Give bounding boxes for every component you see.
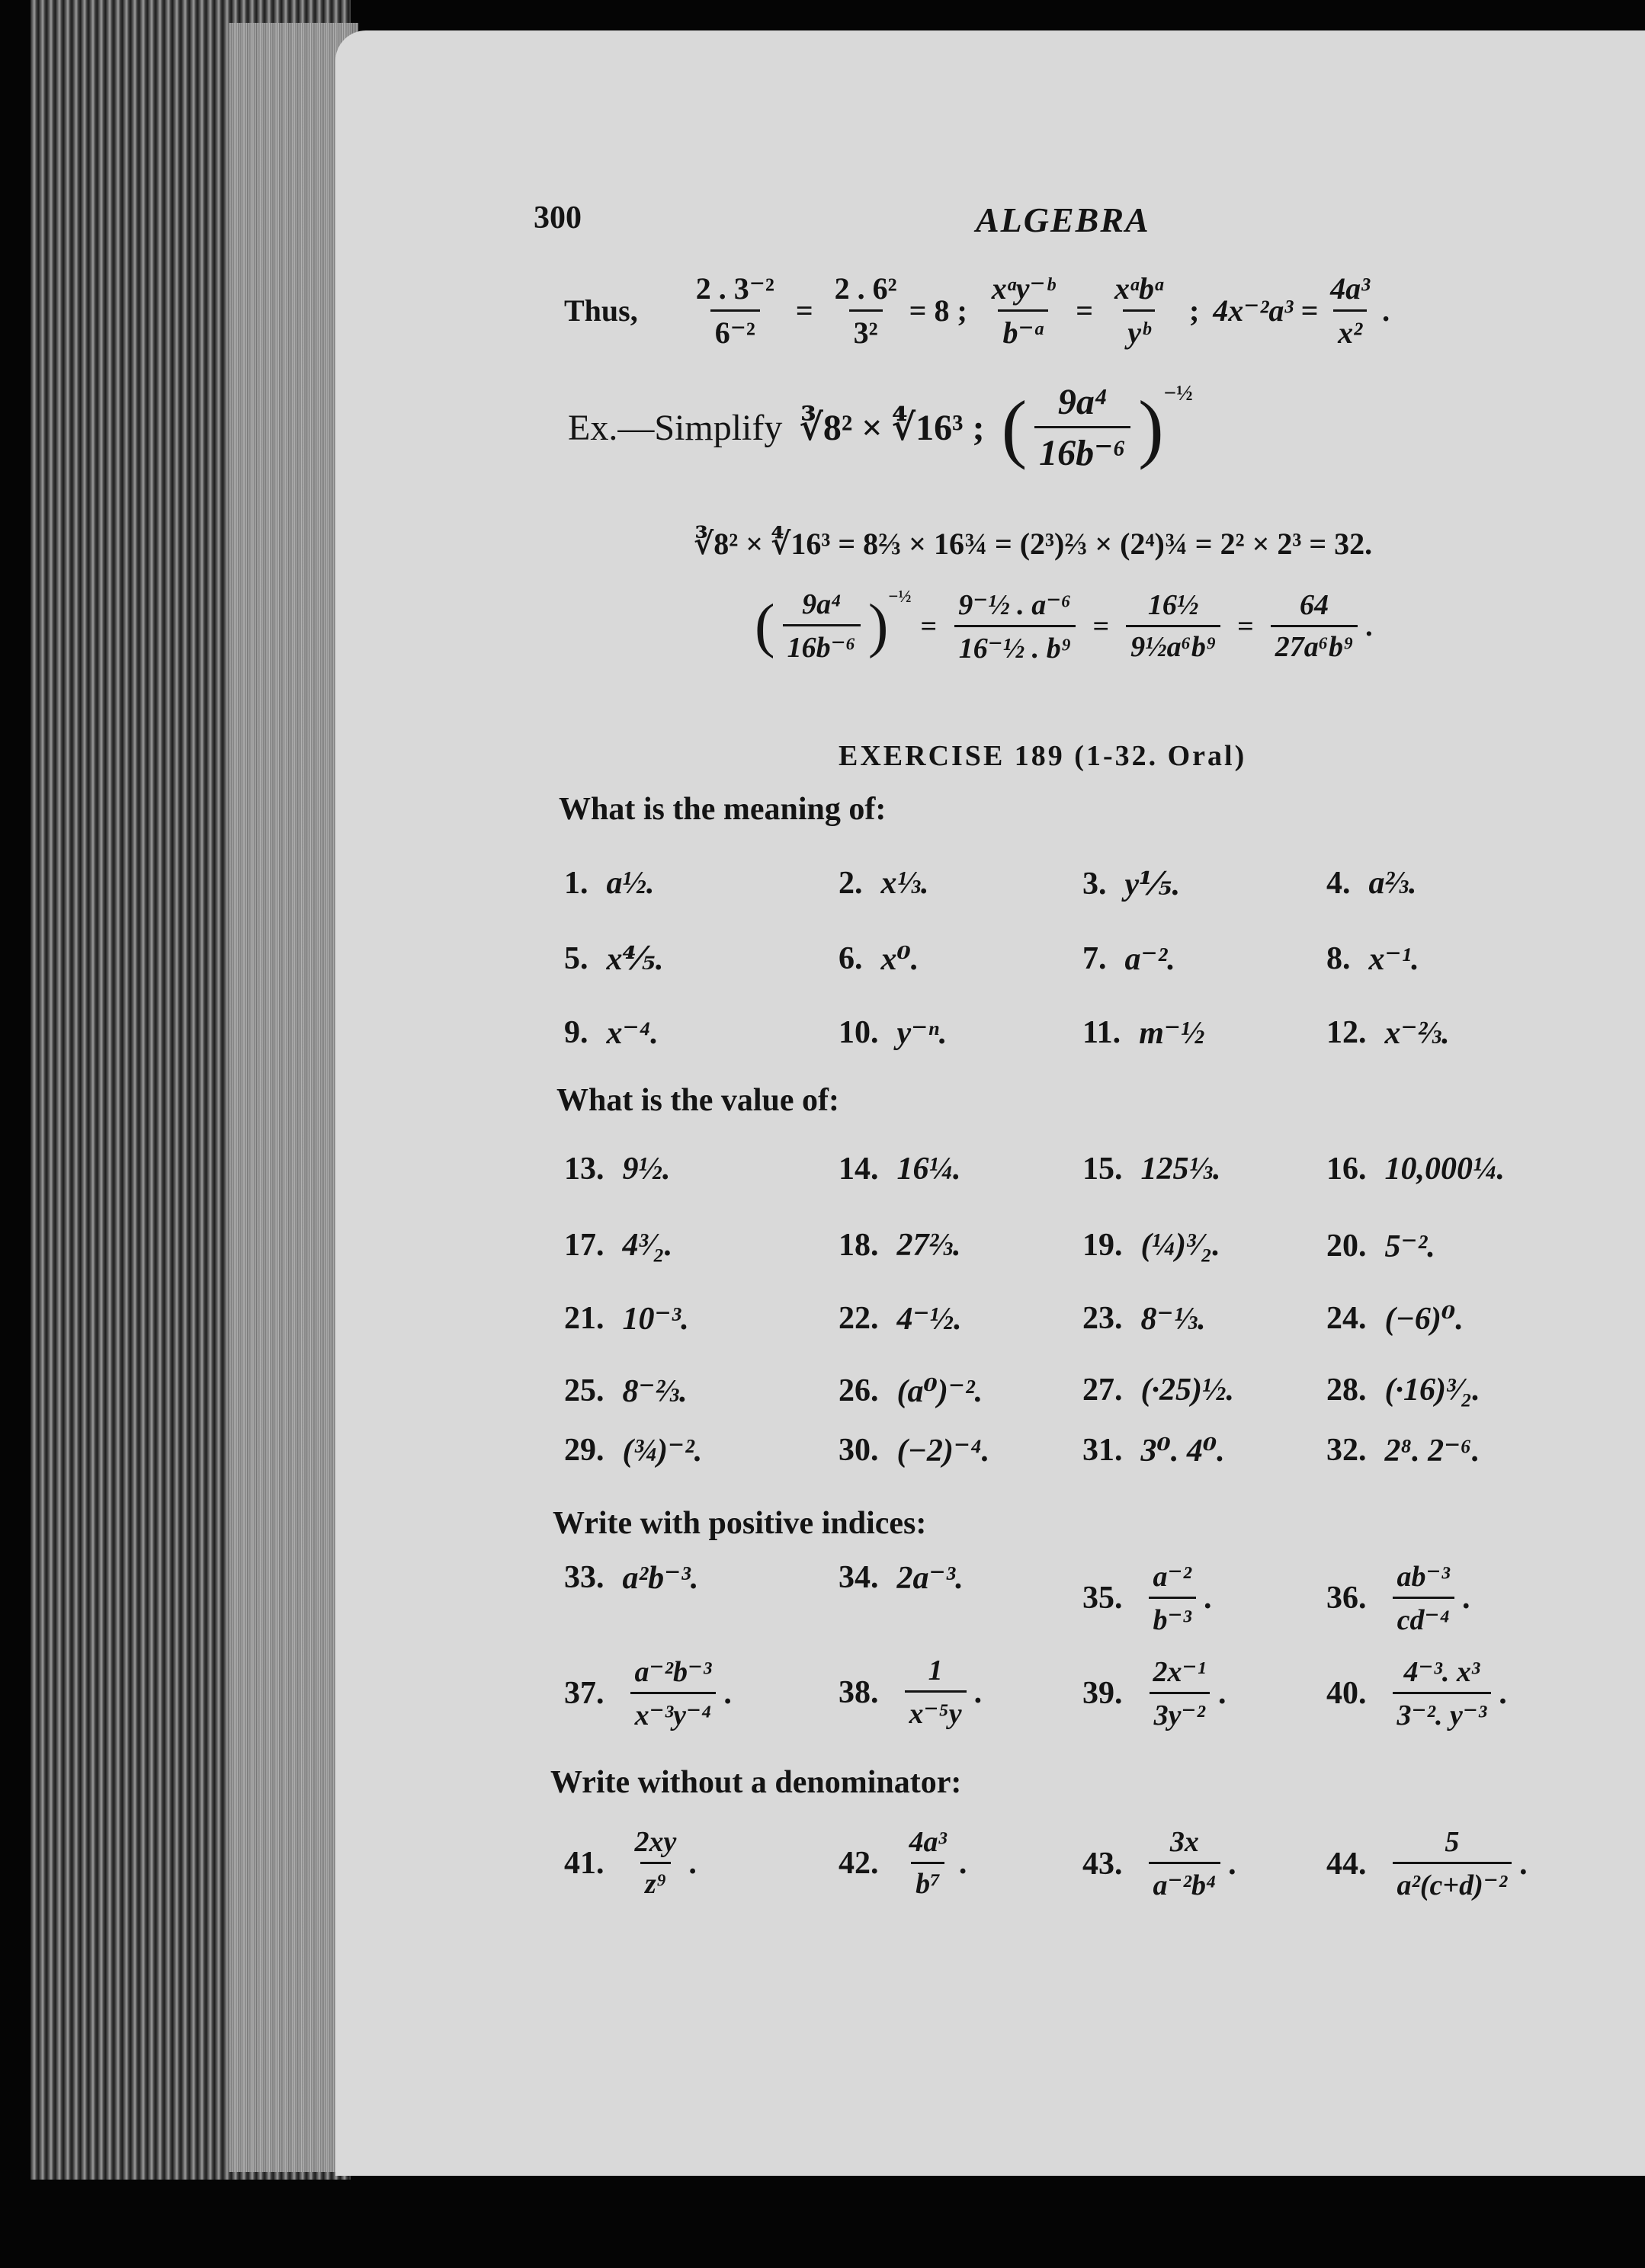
exercise-item bbox=[564, 1372, 688, 1410]
exercise-expression: (−6)⁰. bbox=[1384, 1302, 1464, 1337]
exercise-expression: (·25)½. bbox=[1140, 1373, 1234, 1408]
period: . bbox=[723, 1675, 732, 1711]
exercise-item bbox=[564, 1431, 702, 1469]
exercise-number: 25. bbox=[564, 1373, 604, 1408]
exercise-number: 28. bbox=[1326, 1373, 1367, 1408]
exercise-number: 41. bbox=[564, 1845, 604, 1881]
exercise-item bbox=[1326, 1014, 1450, 1052]
exercise-item bbox=[1326, 1825, 1528, 1902]
exercise-expression: 10,000¼. bbox=[1384, 1152, 1505, 1187]
denominator: 16b⁻⁶ bbox=[1034, 426, 1130, 474]
exercise-item bbox=[1326, 940, 1419, 978]
denominator: 3⁻². y⁻³ bbox=[1393, 1692, 1492, 1732]
exercise-fraction bbox=[1149, 1825, 1221, 1902]
exercise-number: 4. bbox=[1326, 866, 1351, 901]
exercise-item bbox=[839, 1151, 961, 1187]
exercise-item bbox=[1082, 1431, 1225, 1469]
exercise-expression: x⅘. bbox=[606, 942, 664, 977]
numerator: 1 bbox=[928, 1655, 943, 1687]
denominator: z⁹ bbox=[640, 1862, 671, 1901]
exercise-fraction bbox=[905, 1825, 951, 1901]
exercise-item bbox=[839, 1372, 983, 1410]
numerator: 2 . 6² bbox=[834, 271, 897, 306]
exercise-fraction bbox=[905, 1654, 967, 1731]
numerator: 16½ bbox=[1147, 589, 1199, 621]
numerator: 2x⁻¹ bbox=[1153, 1656, 1206, 1688]
exercise-number: 19. bbox=[1082, 1228, 1123, 1263]
exercise-expression: (a⁰)⁻². bbox=[896, 1374, 983, 1409]
exercise-number: 38. bbox=[839, 1674, 879, 1710]
equals-sign: = bbox=[1076, 293, 1093, 328]
exercise-expression: a½. bbox=[606, 866, 655, 901]
numerator: 2 . 3⁻² bbox=[695, 271, 774, 306]
denominator: b⁻³ bbox=[1149, 1597, 1196, 1637]
left-paren: ( bbox=[755, 591, 775, 659]
exercise-expression: 9½. bbox=[622, 1152, 671, 1187]
right-paren: ) bbox=[1138, 384, 1164, 470]
exercise-item bbox=[564, 1299, 689, 1337]
exercise-number: 17. bbox=[564, 1228, 604, 1263]
solution-line-1: ∛8² × ∜16³ = 8⅔ × 16¾ = (2³)⅔ × (2⁴)¾ = 2² × 2³ = 32. bbox=[694, 527, 1373, 561]
denominator: a⁻²b⁴ bbox=[1149, 1862, 1221, 1902]
exercise-expression: 4⁻½. bbox=[896, 1302, 962, 1337]
exercise-expression: x⁻⅔. bbox=[1384, 1016, 1450, 1051]
numerator: 3x bbox=[1169, 1826, 1199, 1858]
exercise-number: 36. bbox=[1326, 1580, 1367, 1616]
exercise-number: 16. bbox=[1326, 1152, 1367, 1187]
exercise-number: 39. bbox=[1082, 1675, 1123, 1711]
exercise-expression: 2a⁻³. bbox=[896, 1561, 964, 1596]
exercise-expression: (¾)⁻². bbox=[622, 1434, 703, 1469]
period: . bbox=[1203, 1580, 1212, 1616]
exercise-expression: (−2)⁻⁴. bbox=[896, 1434, 990, 1469]
numerator: a⁻²b⁻³ bbox=[634, 1656, 712, 1688]
exercise-expression: 8⁻⅓. bbox=[1140, 1302, 1206, 1337]
exercise-item bbox=[564, 1825, 697, 1901]
exercise-item bbox=[1326, 1299, 1464, 1337]
denominator: 9½a⁶b⁹ bbox=[1126, 625, 1220, 664]
period: . bbox=[1461, 1580, 1470, 1616]
exercise-number: 11. bbox=[1082, 1015, 1121, 1050]
denominator: 6⁻² bbox=[710, 309, 760, 351]
numerator: a⁻² bbox=[1153, 1561, 1191, 1593]
thus-label: Thus, bbox=[564, 293, 638, 328]
exercise-item bbox=[1082, 1299, 1206, 1337]
exercise-number: 29. bbox=[564, 1433, 604, 1468]
exercise-item bbox=[1082, 1654, 1226, 1732]
solution-line-2 bbox=[755, 587, 1373, 665]
exercise-number: 33. bbox=[564, 1560, 604, 1595]
exercise-number: 24. bbox=[1326, 1301, 1367, 1336]
exercise-expression: (·16)³⁄₂. bbox=[1384, 1373, 1480, 1408]
exercise-fraction bbox=[630, 1825, 681, 1901]
exercise-item bbox=[1326, 865, 1417, 902]
exercise-number: 20. bbox=[1326, 1228, 1367, 1264]
exercise-expression: m⁻½ bbox=[1139, 1016, 1205, 1051]
denominator: 16⁻½ . b⁹ bbox=[954, 625, 1076, 665]
exercise-expression: a²b⁻³. bbox=[622, 1561, 699, 1596]
numerator: 5 bbox=[1445, 1826, 1460, 1858]
exercise-expression: a⅔. bbox=[1368, 866, 1417, 901]
result-text: = 8 ; bbox=[909, 293, 967, 328]
fraction bbox=[783, 588, 861, 665]
exponent: −½ bbox=[1163, 381, 1193, 405]
separator: ; bbox=[1188, 293, 1200, 328]
exercise-item bbox=[839, 865, 929, 902]
exercise-item bbox=[1082, 1372, 1234, 1408]
exercise-number: 14. bbox=[839, 1152, 879, 1187]
numerator: 64 bbox=[1299, 589, 1329, 621]
left-paren: ( bbox=[1001, 384, 1028, 470]
exercise-expression: (¼)³⁄₂. bbox=[1140, 1228, 1220, 1263]
exercise-number: 31. bbox=[1082, 1433, 1123, 1468]
exercise-expression: 2⁸. 2⁻⁶. bbox=[1384, 1434, 1480, 1469]
exercise-number: 8. bbox=[1326, 941, 1351, 976]
exercise-item bbox=[564, 1558, 698, 1597]
page-title: ALGEBRA bbox=[976, 200, 1150, 239]
exercise-expression: y⁻ⁿ. bbox=[896, 1016, 948, 1051]
exercise-expression: 27⅔. bbox=[896, 1228, 961, 1263]
exercise-number: 30. bbox=[839, 1433, 879, 1468]
exercise-number: 44. bbox=[1326, 1846, 1367, 1882]
exercise-expression: x⁰. bbox=[880, 942, 919, 977]
exercise-item bbox=[839, 1558, 964, 1597]
exercise-item bbox=[564, 1014, 659, 1052]
numerator: 9a⁴ bbox=[1057, 382, 1108, 422]
period: . bbox=[1217, 1675, 1227, 1711]
exercise-number: 7. bbox=[1082, 941, 1107, 976]
exercise-item bbox=[1082, 1014, 1205, 1052]
exercise-fraction bbox=[630, 1654, 717, 1732]
exercise-number: 34. bbox=[839, 1560, 879, 1595]
exercise-number: 35. bbox=[1082, 1580, 1123, 1616]
denominator: x⁻³y⁻⁴ bbox=[630, 1692, 717, 1732]
exercise-number: 12. bbox=[1326, 1015, 1367, 1050]
exercise-number: 9. bbox=[564, 1015, 588, 1050]
exercise-number: 42. bbox=[839, 1845, 879, 1881]
denominator: a²(c+d)⁻² bbox=[1393, 1862, 1512, 1902]
fraction bbox=[954, 587, 1076, 665]
exercise-item bbox=[1326, 1227, 1435, 1265]
denominator: x² bbox=[1333, 309, 1367, 351]
exercise-item bbox=[564, 865, 655, 902]
numerator: 4a³ bbox=[1330, 271, 1371, 306]
exercise-item bbox=[1082, 1825, 1236, 1902]
prompt-value: What is the value of: bbox=[556, 1083, 839, 1118]
period: . bbox=[1228, 1846, 1236, 1882]
example-line bbox=[568, 381, 1193, 474]
period: . bbox=[1382, 293, 1390, 328]
prompt-no-denominator: Write without a denominator: bbox=[550, 1765, 962, 1800]
exercise-fraction bbox=[1393, 1825, 1512, 1902]
exercise-number: 1. bbox=[564, 866, 588, 901]
exercise-item bbox=[1326, 1151, 1505, 1187]
exercise-expression: y⅕. bbox=[1124, 867, 1181, 902]
denominator: 3y⁻² bbox=[1150, 1692, 1210, 1732]
exercise-number: 10. bbox=[839, 1015, 879, 1050]
exercise-number: 22. bbox=[839, 1301, 879, 1336]
period: . bbox=[1519, 1846, 1528, 1882]
exercise-item bbox=[839, 1227, 961, 1264]
equals-sign: = bbox=[795, 293, 813, 328]
exercise-number: 37. bbox=[564, 1675, 604, 1711]
exercise-number: 26. bbox=[839, 1373, 879, 1408]
exercise-expression: x⅓. bbox=[880, 866, 929, 901]
period: . bbox=[1499, 1675, 1507, 1711]
exercise-number: 2. bbox=[839, 866, 863, 901]
example-expression: ∛8² × ∜16³ ; bbox=[799, 408, 985, 448]
exercise-fraction bbox=[1393, 1654, 1492, 1732]
denominator: b⁻ᵃ bbox=[998, 309, 1047, 351]
thus-line bbox=[564, 271, 1390, 351]
fraction bbox=[1034, 381, 1130, 474]
expression-text: 4x⁻²a³ = bbox=[1213, 293, 1319, 328]
numerator: ab⁻³ bbox=[1396, 1561, 1450, 1593]
exercise-item bbox=[839, 1299, 962, 1337]
exercise-item bbox=[839, 1825, 967, 1901]
right-paren: ) bbox=[867, 591, 889, 659]
fraction bbox=[1110, 271, 1168, 351]
fraction bbox=[1126, 588, 1220, 664]
denominator: cd⁻⁴ bbox=[1393, 1597, 1454, 1637]
example-label: Ex.—Simplify bbox=[568, 407, 783, 448]
exercise-expression: 10⁻³. bbox=[622, 1302, 689, 1337]
exercise-item bbox=[1082, 865, 1180, 903]
exercise-expression: x⁻⁴. bbox=[606, 1016, 659, 1051]
exercise-item bbox=[1082, 940, 1175, 978]
denominator: b⁷ bbox=[911, 1862, 944, 1901]
exercise-number: 15. bbox=[1082, 1152, 1123, 1187]
exercise-number: 13. bbox=[564, 1152, 604, 1187]
prompt-meaning: What is the meaning of: bbox=[559, 792, 887, 827]
denominator: yᵇ bbox=[1123, 309, 1154, 351]
exercise-expression: 8⁻⅔. bbox=[622, 1374, 688, 1409]
numerator: 4a³ bbox=[909, 1826, 947, 1858]
exercise-number: 32. bbox=[1326, 1433, 1367, 1468]
exercise-expression: a⁻². bbox=[1124, 942, 1175, 977]
exercise-number: 23. bbox=[1082, 1301, 1123, 1336]
exponent: −½ bbox=[888, 587, 912, 606]
exercise-item bbox=[1326, 1558, 1470, 1637]
exercise-fraction bbox=[1149, 1558, 1196, 1637]
equals-sign: = bbox=[920, 610, 938, 642]
exercise-fraction bbox=[1149, 1654, 1211, 1732]
exercise-expression: 16¼. bbox=[896, 1152, 961, 1187]
numerator: xᵃbᵃ bbox=[1114, 271, 1163, 306]
exercise-expression: 4³⁄₂. bbox=[622, 1228, 673, 1263]
exercise-item bbox=[564, 1227, 672, 1264]
exercise-item bbox=[839, 940, 919, 978]
denominator: 16b⁻⁶ bbox=[783, 624, 861, 665]
denominator: x⁻⁵y bbox=[905, 1690, 967, 1731]
exercise-item bbox=[839, 1014, 947, 1052]
page-number: 300 bbox=[534, 200, 582, 235]
exercise-item bbox=[1082, 1227, 1220, 1264]
exercise-number: 27. bbox=[1082, 1373, 1123, 1408]
exercise-number: 18. bbox=[839, 1228, 879, 1263]
exercise-item bbox=[564, 940, 663, 978]
exercise-item bbox=[1326, 1431, 1480, 1469]
period: . bbox=[958, 1845, 967, 1881]
fraction bbox=[691, 271, 779, 351]
exercise-expression: x⁻¹. bbox=[1368, 942, 1419, 977]
exercise-number: 5. bbox=[564, 941, 588, 976]
equals-sign: = bbox=[1237, 610, 1254, 642]
period: . bbox=[973, 1674, 983, 1710]
fraction bbox=[830, 271, 902, 351]
exercise-item bbox=[1326, 1372, 1480, 1408]
exercise-expression: 3⁰. 4⁰. bbox=[1140, 1434, 1225, 1469]
exercise-number: 21. bbox=[564, 1301, 604, 1336]
exercise-item bbox=[1082, 1558, 1211, 1637]
exercise-item bbox=[1326, 1654, 1507, 1732]
period: . bbox=[688, 1845, 697, 1881]
exercise-item bbox=[564, 1151, 671, 1187]
exercise-item bbox=[839, 1654, 982, 1731]
fraction bbox=[1271, 588, 1358, 664]
numerator: 9⁻½ . a⁻⁶ bbox=[958, 589, 1072, 621]
exercise-number: 3. bbox=[1082, 867, 1107, 902]
exercise-item bbox=[564, 1654, 732, 1732]
equals-sign: = bbox=[1092, 610, 1110, 642]
exercise-item bbox=[839, 1431, 989, 1469]
exercise-number: 40. bbox=[1326, 1675, 1367, 1711]
exercise-number: 43. bbox=[1082, 1846, 1123, 1882]
numerator: 9a⁴ bbox=[802, 588, 842, 620]
exercise-expression: 125⅓. bbox=[1140, 1152, 1221, 1187]
period: . bbox=[1365, 610, 1373, 642]
numerator: 4⁻³. x³ bbox=[1403, 1656, 1480, 1688]
numerator: 2xy bbox=[634, 1826, 677, 1858]
exercise-fraction bbox=[1393, 1558, 1454, 1637]
exercise-item bbox=[1082, 1151, 1221, 1187]
fraction bbox=[1326, 271, 1374, 351]
prompt-positive-indices: Write with positive indices: bbox=[553, 1506, 927, 1541]
numerator: xᵃy⁻ᵇ bbox=[991, 271, 1055, 306]
exercise-title: EXERCISE 189 (1-32. Oral) bbox=[839, 740, 1247, 772]
exercise-number: 6. bbox=[839, 941, 863, 976]
fraction bbox=[987, 271, 1059, 351]
denominator: 27a⁶b⁹ bbox=[1271, 625, 1358, 664]
denominator: 3² bbox=[849, 309, 883, 351]
exercise-expression: 5⁻². bbox=[1384, 1229, 1435, 1264]
